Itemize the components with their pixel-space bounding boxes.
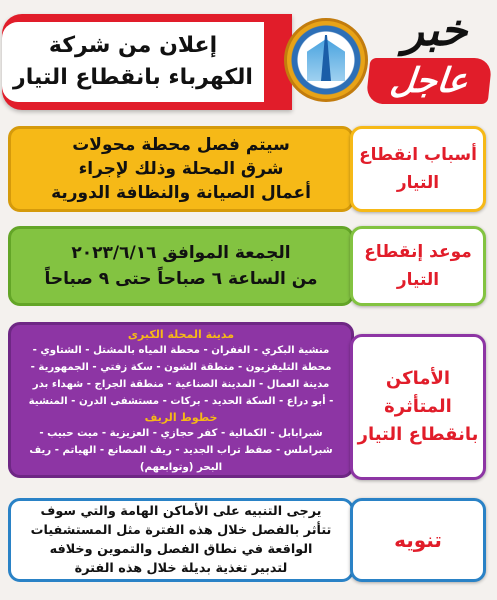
header-title-box: [2, 22, 264, 102]
reasons-line-3: أعمال الصيانة والنظافة الدورية: [51, 183, 311, 203]
affected-city-line-3: مدينة العمال - المدينة الصناعية - منطقة الجراج - شهداء بدر: [32, 379, 330, 390]
reasons-content: [8, 126, 354, 212]
affected-rural-line-3: البحر (وتوابعهم): [139, 462, 223, 473]
notice-content: [8, 498, 354, 582]
notice-label: تنويه: [350, 498, 486, 582]
company-logo-icon: [284, 18, 368, 102]
affected-areas-label: الأماكن المتأثرة بانقطاع التيار: [350, 334, 486, 480]
timing-line-2: من الساعة ٦ صباحاً حتى ٩ صباحاً: [44, 269, 318, 289]
affected-heading-city: مدينة المحلة الكبرى: [127, 328, 235, 341]
affected-city-line-4: - أبو دراع - السكة الحديد - بركات - مستشفى الدرن - المنشية: [28, 396, 334, 407]
timing-label: موعد إنقطاع التيار: [350, 226, 486, 306]
notice-line-1: يرجى التنبيه على الأماكن الهامة والتي سوف: [40, 504, 322, 519]
affected-city-line-1: منشية البكري - الغفران - محطة المياه بالمشتل - الشتاوي -: [32, 345, 330, 356]
timing-line-1: الجمعة الموافق ٢٠٢٣/٦/١٦: [71, 243, 291, 263]
affected-city-line-2: محطة التليفزيون - منطقة الشون - سكة زفتي - الجمهورية -: [30, 362, 332, 373]
header-line-1: إعلان من شركة: [48, 33, 218, 58]
reasons-line-2: شرق المحلة وذلك لإجراء: [78, 159, 284, 179]
notice-line-4: لتدبير تغذية بديلة خلال هذه الفترة: [74, 561, 288, 576]
header-line-2: الكهرباء بانقطاع التيار: [13, 65, 253, 90]
reasons-line-1: سيتم فصل محطة محولات: [72, 135, 290, 155]
urgent-badge: عاجل: [366, 58, 493, 104]
reasons-label: أسباب انقطاع التيار: [350, 126, 486, 212]
timing-content: [8, 226, 354, 306]
affected-areas-content: [8, 322, 354, 478]
breaking-news-word: خبر: [402, 5, 468, 56]
affected-rural-line-2: شبراملس - صفط تراب الجديد - ريف المصانع - الهياتم - ريف: [29, 445, 333, 456]
notice-line-2: تتأثر بالفصل خلال هذه الفترة مثل المستشفيات: [30, 523, 332, 538]
affected-heading-rural: خطوط الريف: [144, 411, 218, 424]
notice-line-3: الواقعة في نطاق الفصل والتموين وخلافه: [49, 542, 313, 557]
affected-rural-line-1: شبرابابل - الكمالية - كفر حجازي - العزيزية - ميت حبيب -: [39, 428, 323, 439]
